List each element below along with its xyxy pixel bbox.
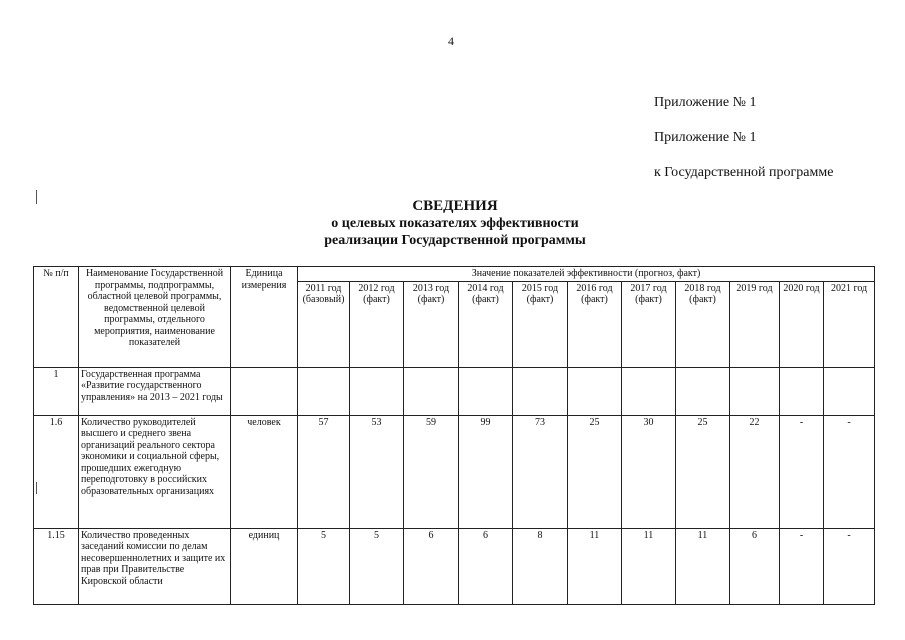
title-line-2: о целевых показателях эффективности [331, 216, 579, 231]
row-value: 57 [298, 415, 350, 528]
row-name: Государственная программа «Развитие государственного управления» на 2013 – 2021 годы [79, 367, 231, 415]
appendix-label: Приложение № 1 [654, 95, 757, 110]
header-values-group: Значение показателей эффективности (прогноз, факт) [298, 267, 875, 282]
row-value: 25 [568, 415, 622, 528]
title-line-1: СВЕДЕНИЯ [412, 198, 498, 214]
header-year: 2013 год (факт) [404, 281, 459, 367]
row-value: 30 [622, 415, 676, 528]
margin-mark [36, 190, 37, 204]
row-value: 6 [459, 528, 513, 604]
row-unit: человек [231, 415, 298, 528]
row-value: - [780, 415, 824, 528]
header-year: 2018 год (факт) [676, 281, 730, 367]
row-value: 5 [350, 528, 404, 604]
row-value: 6 [404, 528, 459, 604]
indicators-table [33, 266, 875, 605]
row-value [459, 367, 513, 415]
row-value [824, 367, 875, 415]
page-number: 4 [448, 34, 454, 48]
header-unit: Единица измерения [231, 267, 298, 368]
row-value: 25 [676, 415, 730, 528]
row-num: 1.15 [34, 528, 79, 604]
row-value: 11 [622, 528, 676, 604]
header-year: 2014 год (факт) [459, 281, 513, 367]
row-value: 8 [513, 528, 568, 604]
row-name: Количество руководителей высшего и среднего звена организаций реального сектора экономики и социальной сферы, прошедших ежегодную переподготовку в российских образовательных организациях [79, 415, 231, 528]
row-value [568, 367, 622, 415]
row-value [676, 367, 730, 415]
row-num: 1 [34, 367, 79, 415]
table-header-row [34, 267, 875, 282]
row-unit: единиц [231, 528, 298, 604]
row-value: - [824, 415, 875, 528]
row-value: 11 [676, 528, 730, 604]
row-value: 59 [404, 415, 459, 528]
header-year: 2016 год (факт) [568, 281, 622, 367]
row-value [513, 367, 568, 415]
appendix-label-repeat: Приложение № 1 [654, 130, 757, 145]
row-num: 1.6 [34, 415, 79, 528]
row-value [780, 367, 824, 415]
row-value: - [780, 528, 824, 604]
table-row [34, 367, 875, 415]
table-row [34, 528, 875, 604]
row-value [404, 367, 459, 415]
row-value [730, 367, 780, 415]
header-year: 2015 год (факт) [513, 281, 568, 367]
row-unit [231, 367, 298, 415]
row-value: 99 [459, 415, 513, 528]
header-year: 2017 год (факт) [622, 281, 676, 367]
header-year: 2019 год [730, 281, 780, 367]
header-num: № п/п [34, 267, 79, 368]
title-line-3: реализации Государственной программы [324, 233, 586, 248]
row-value: 22 [730, 415, 780, 528]
row-name: Количество проведенных заседаний комиссии по делам несовершеннолетних и защите их прав при Правительстве Кировской области [79, 528, 231, 604]
row-value: 53 [350, 415, 404, 528]
row-value [298, 367, 350, 415]
table-row [34, 415, 875, 528]
row-value [350, 367, 404, 415]
header-year: 2020 год [780, 281, 824, 367]
row-value: 5 [298, 528, 350, 604]
header-name: Наименование Государственной программы, подпрограммы, областной целевой программы, ведомственной целевой программы, отдельного мероприятия, наименование показателей [79, 267, 231, 368]
row-value: 73 [513, 415, 568, 528]
header-year: 2021 год [824, 281, 875, 367]
header-year: 2012 год (факт) [350, 281, 404, 367]
appendix-reference: к Государственной программе [654, 165, 834, 180]
row-value [622, 367, 676, 415]
header-year: 2011 год (базовый) [298, 281, 350, 367]
row-value: 6 [730, 528, 780, 604]
document-title [240, 198, 670, 249]
row-value: - [824, 528, 875, 604]
row-value: 11 [568, 528, 622, 604]
